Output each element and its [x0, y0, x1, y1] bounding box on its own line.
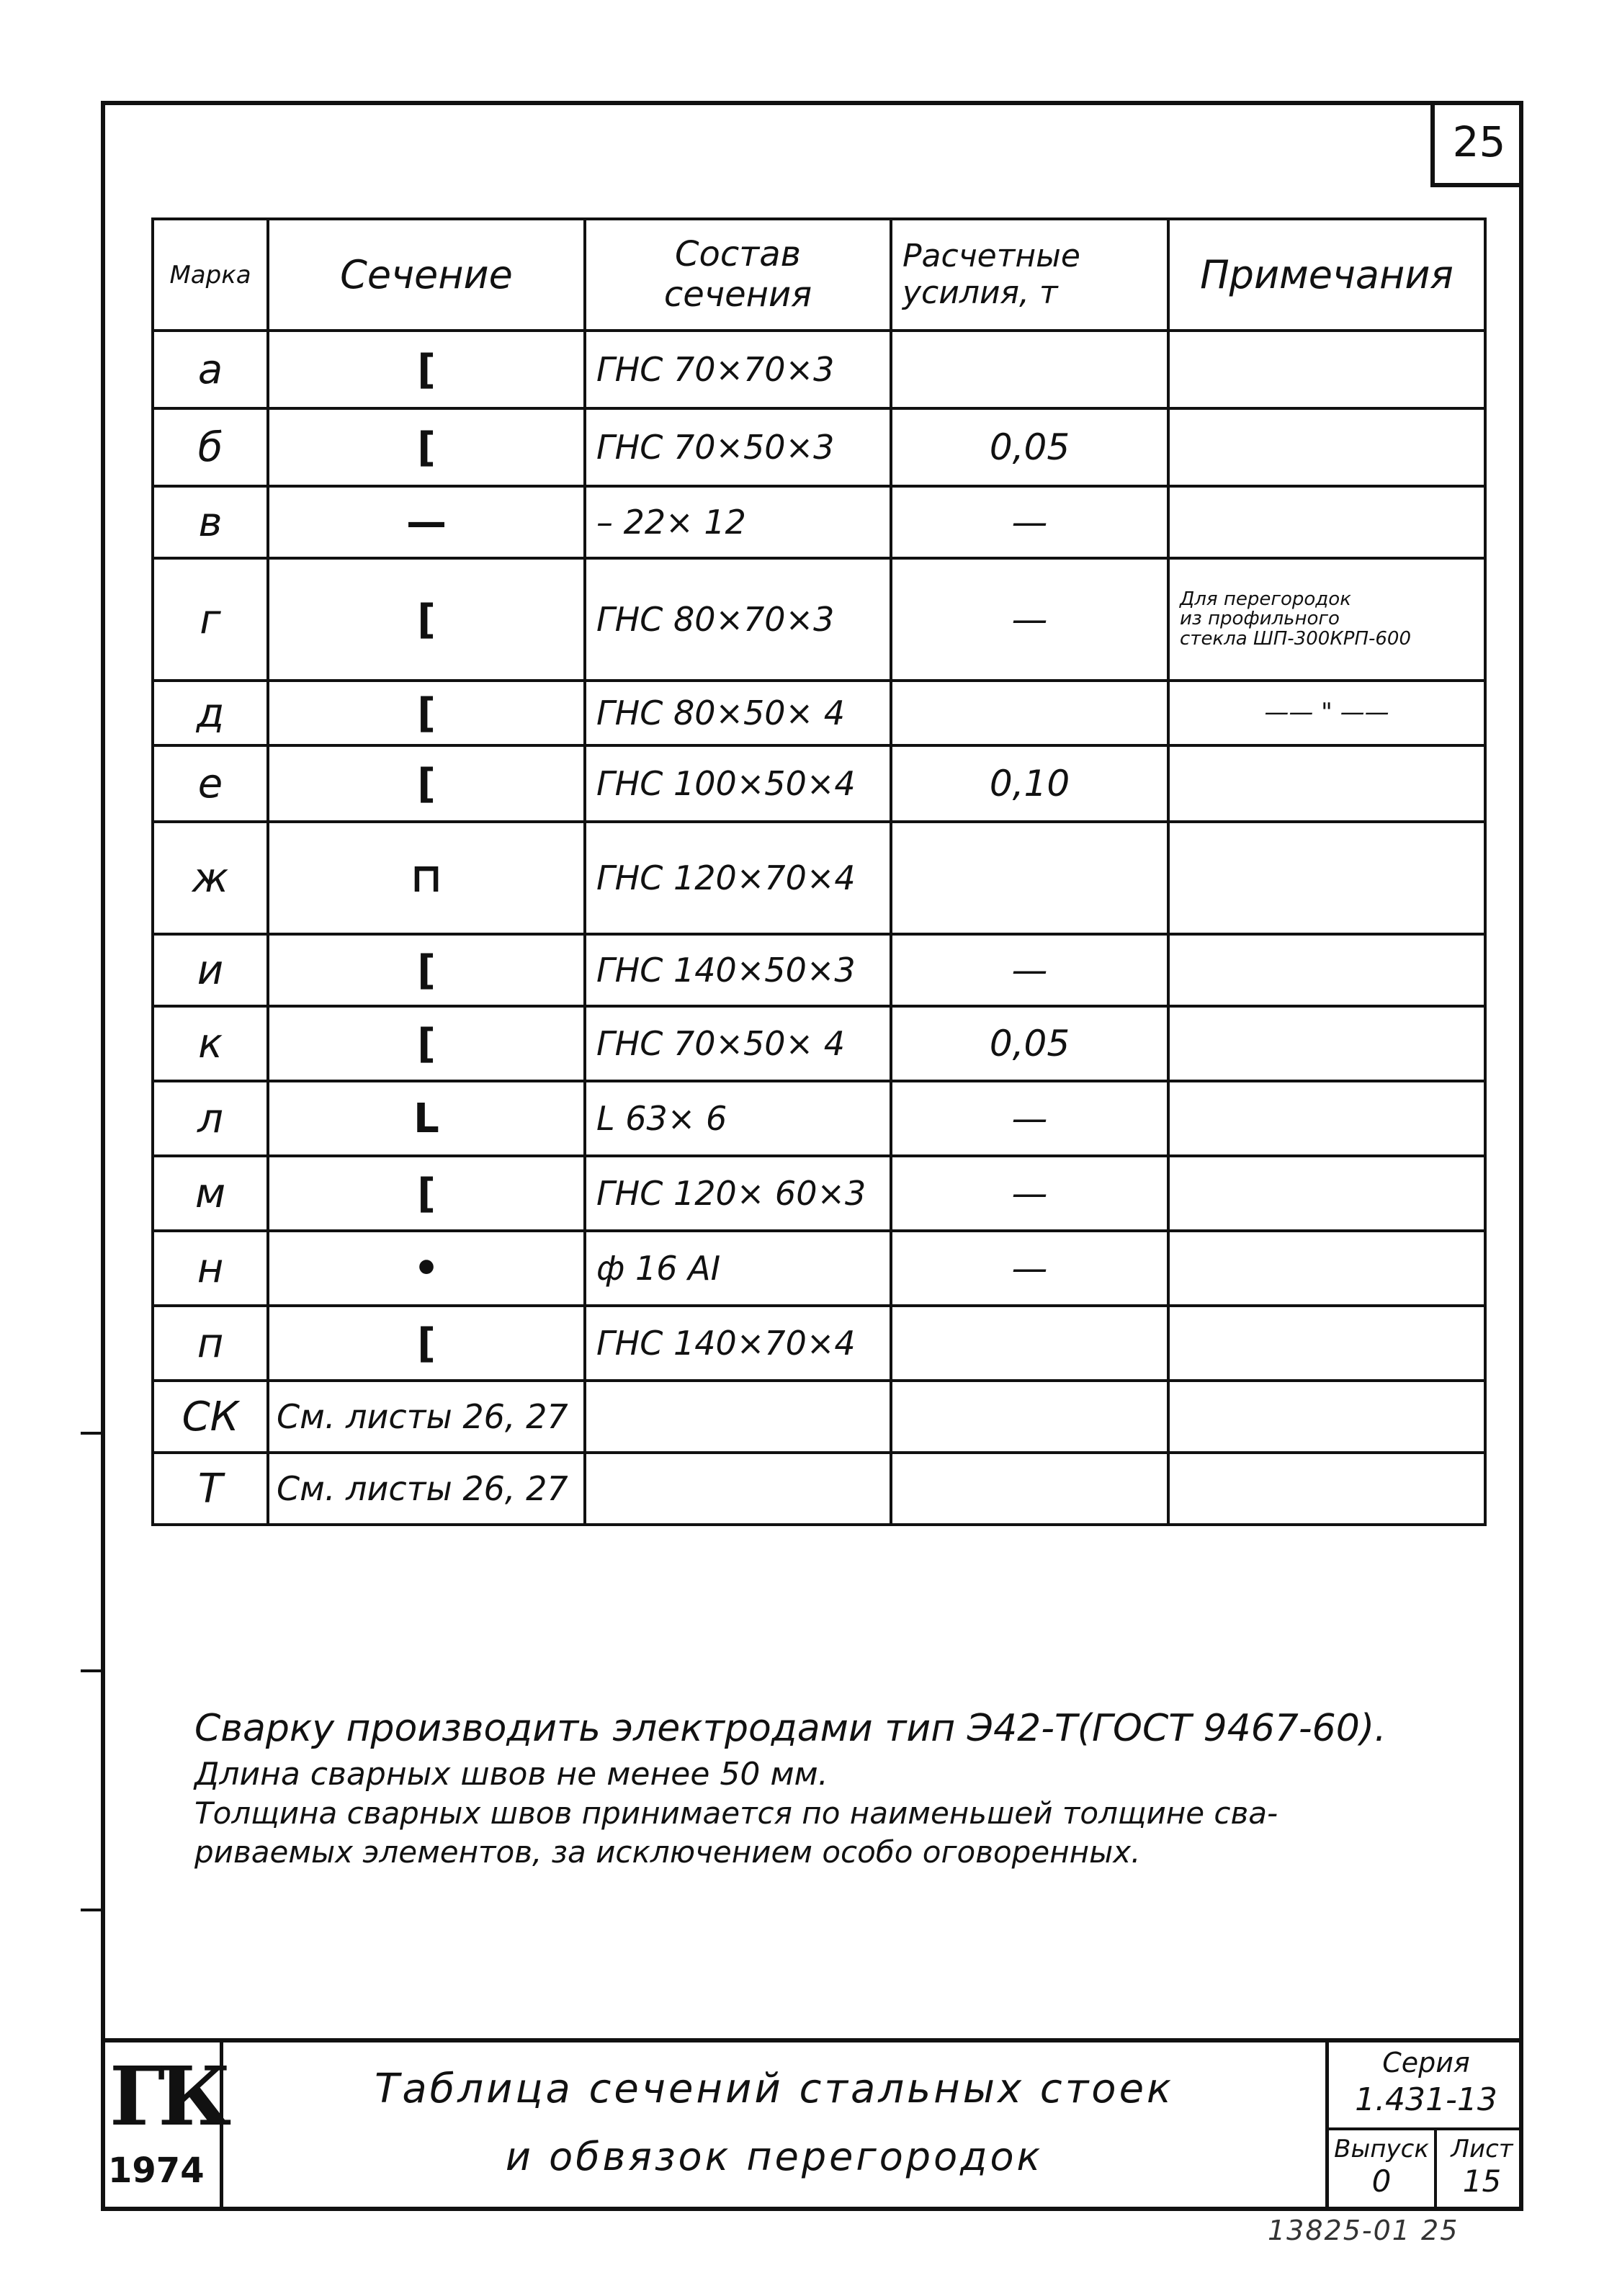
drawing-title: [223, 2042, 1325, 2211]
cell-mark: б: [153, 408, 268, 486]
cell-mark: Т: [153, 1453, 268, 1525]
series-value: 1.431-13: [1355, 2081, 1497, 2118]
cell-note: [1168, 486, 1485, 558]
cell-section: См. листы 26, 27: [268, 1381, 585, 1453]
cell-mark: м: [153, 1156, 268, 1231]
series-cell: [1325, 2042, 1523, 2211]
cell-section: [: [268, 331, 585, 408]
cell-note: [1168, 1381, 1485, 1453]
logo-cell: [101, 2042, 223, 2211]
table-row: [153, 822, 1485, 934]
issue-cell: [1329, 2130, 1437, 2211]
cell-section: [: [268, 1006, 585, 1081]
cell-mark: п: [153, 1306, 268, 1381]
cell-mark: к: [153, 1006, 268, 1081]
table-row: [153, 558, 1485, 681]
note-line: —— " ——: [1264, 698, 1389, 727]
cell-composition: ГНС 120× 60×3: [585, 1156, 891, 1231]
cell-mark: д: [153, 681, 268, 745]
cell-force: 0,10: [891, 745, 1168, 822]
header-composition-line1: Состав: [675, 234, 801, 275]
cell-note: [1168, 1231, 1485, 1306]
cell-note: [1168, 1453, 1485, 1525]
issue-label: Выпуск: [1334, 2135, 1429, 2163]
cell-force: [891, 1381, 1168, 1453]
cell-composition: [585, 1453, 891, 1525]
cell-section: [: [268, 1156, 585, 1231]
note-weld-length: Длина сварных швов не менее 50 мм.: [194, 1756, 828, 1793]
cell-mark: г: [153, 558, 268, 681]
table-row: [153, 1081, 1485, 1156]
cell-force: [891, 1306, 1168, 1381]
cell-force: [891, 681, 1168, 745]
title-block: [101, 2038, 1523, 2211]
cell-composition: ГНС 70×70×3: [585, 331, 891, 408]
cell-section: См. листы 26, 27: [268, 1453, 585, 1525]
cell-mark: а: [153, 331, 268, 408]
cell-note: [1168, 331, 1485, 408]
table-row: [153, 1006, 1485, 1081]
cell-mark: н: [153, 1231, 268, 1306]
cell-section: ⊓: [268, 822, 585, 934]
cell-section: L: [268, 1081, 585, 1156]
note-line: стекла ШП-300КРП-600: [1180, 627, 1412, 650]
cell-composition: ГНС 70×50× 4: [585, 1006, 891, 1081]
cell-composition: ГНС 80×50× 4: [585, 681, 891, 745]
sheet-number: 25: [1430, 101, 1523, 187]
cell-composition: ГНС 140×70×4: [585, 1306, 891, 1381]
cell-mark: СК: [153, 1381, 268, 1453]
table-row: [153, 934, 1485, 1006]
title-line-1: Таблица сечений стальных стоек: [375, 2066, 1174, 2112]
series-label: Серия: [1382, 2047, 1470, 2078]
cell-force: —: [891, 1156, 1168, 1231]
note-line: Для перегородок: [1180, 588, 1351, 611]
table-row: [153, 745, 1485, 822]
title-line-2: и обвязок перегородок: [505, 2134, 1044, 2179]
note-welding: Сварку производить электродами тип Э42-Т(ГОСТ 9467-60).: [194, 1707, 1387, 1750]
note-line: из профильного: [1180, 608, 1340, 630]
cell-composition: [585, 1381, 891, 1453]
margin-tick: [81, 1669, 105, 1672]
general-notes: [194, 1707, 1491, 1870]
cell-section: —: [268, 486, 585, 558]
cell-force: —: [891, 486, 1168, 558]
cell-composition: ГНС 70×50×3: [585, 408, 891, 486]
margin-tick: [81, 1909, 105, 1911]
cell-note: [1168, 1006, 1485, 1081]
table-row: [153, 408, 1485, 486]
cell-composition: ГНС 80×70×3: [585, 558, 891, 681]
archive-stamp: 13825-01 25: [1268, 2215, 1459, 2246]
cell-force: —: [891, 1231, 1168, 1306]
sheet-label: Лист: [1451, 2135, 1513, 2163]
table-row: [153, 486, 1485, 558]
header-composition: [585, 219, 891, 331]
cell-mark: л: [153, 1081, 268, 1156]
cell-section: [: [268, 934, 585, 1006]
cell-force: —: [891, 934, 1168, 1006]
cell-section: [: [268, 408, 585, 486]
cell-composition: L 63× 6: [585, 1081, 891, 1156]
table-row: [153, 1231, 1485, 1306]
cell-note: [1168, 681, 1485, 745]
margin-tick: [81, 1432, 105, 1435]
cell-force: 0,05: [891, 1006, 1168, 1081]
table-row: [153, 1453, 1485, 1525]
cell-note: [1168, 1081, 1485, 1156]
cell-force: [891, 822, 1168, 934]
cell-mark: в: [153, 486, 268, 558]
header-forces: [891, 219, 1168, 331]
cell-mark: ж: [153, 822, 268, 934]
cell-composition: ф 16 АI: [585, 1231, 891, 1306]
cell-composition: ГНС 140×50×3: [585, 934, 891, 1006]
cell-note: [1168, 1156, 1485, 1231]
header-composition-line2: сечения: [663, 274, 812, 315]
table-header-row: [153, 219, 1485, 331]
cell-section: [: [268, 745, 585, 822]
note-weld-thickness-1: Толщина сварных швов принимается по наименьшей толщине сва-: [194, 1795, 1278, 1831]
sheet-value: 15: [1462, 2163, 1502, 2199]
cell-note: [1168, 408, 1485, 486]
cell-force: —: [891, 1081, 1168, 1156]
header-forces-line2: усилия, т: [902, 274, 1058, 311]
table-row: [153, 1156, 1485, 1231]
cell-force: 0,05: [891, 408, 1168, 486]
cell-note: [1168, 1306, 1485, 1381]
cell-force: [891, 1453, 1168, 1525]
sections-table: [151, 218, 1487, 1526]
header-section: Сечение: [268, 219, 585, 331]
logo-year: 1974: [108, 2151, 205, 2191]
header-mark: Марка: [153, 219, 268, 331]
cell-mark: е: [153, 745, 268, 822]
cell-note: [1168, 745, 1485, 822]
cell-section: •: [268, 1231, 585, 1306]
cell-mark: и: [153, 934, 268, 1006]
table-row: [153, 1306, 1485, 1381]
note-weld-thickness-2: риваемых элементов, за исключением особо оговоренных.: [194, 1834, 1141, 1870]
cell-force: [891, 331, 1168, 408]
cell-composition: – 22× 12: [585, 486, 891, 558]
cell-section: [: [268, 681, 585, 745]
issue-sheet-row: [1329, 2127, 1523, 2211]
cell-composition: ГНС 120×70×4: [585, 822, 891, 934]
cell-composition: ГНС 100×50×4: [585, 745, 891, 822]
cell-note: [1168, 934, 1485, 1006]
cell-note: [1168, 822, 1485, 934]
cell-section: [: [268, 1306, 585, 1381]
table-row: [153, 1381, 1485, 1453]
cell-force: —: [891, 558, 1168, 681]
cell-section: [: [268, 558, 585, 681]
cell-note: [1168, 558, 1485, 681]
issue-value: 0: [1371, 2163, 1392, 2199]
table-row: [153, 331, 1485, 408]
logo: ГК: [109, 2050, 225, 2144]
header-forces-line1: Расчетные: [902, 237, 1080, 274]
table-row: [153, 681, 1485, 745]
sheet-cell: [1437, 2130, 1527, 2211]
header-notes: Примечания: [1168, 219, 1485, 331]
